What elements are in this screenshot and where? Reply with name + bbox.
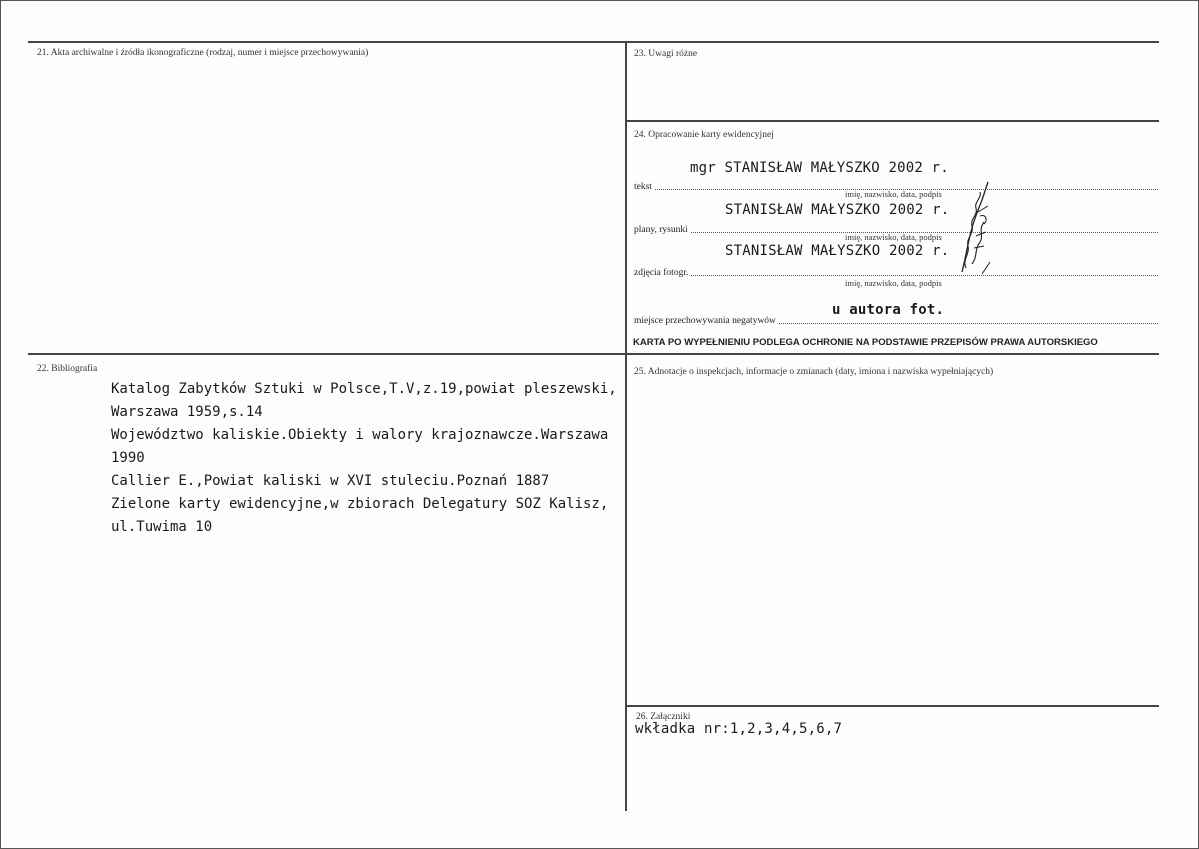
rule-before-26: [626, 705, 1159, 707]
photos-author-value: STANISŁAW MAŁYSZKO 2002 r.: [725, 243, 950, 259]
section-25-label: 25. Adnotacje o inspekcjach, informacje o zmianach (daty, imiona i nazwiska wypełniających): [634, 367, 994, 377]
section-26-label: 26. Załączniki: [636, 712, 691, 722]
photos-sig-hint: imię, nazwisko, data, podpis: [845, 278, 942, 288]
bibliography-line: Katalog Zabytków Sztuki w Polsce,T.V,z.19,powiat pleszewski,: [111, 381, 617, 397]
section-23-label: 23. Uwagi różne: [634, 49, 698, 59]
section-21-label: 21. Akta archiwalne i źródła ikonograficzne (rodzaj, numer i miejsce przechowywania): [37, 48, 369, 58]
text-label: tekst: [634, 182, 652, 192]
top-rule: [28, 41, 1159, 43]
plans-author-value: STANISŁAW MAŁYSZKO 2002 r.: [725, 202, 950, 218]
bibliography-line: Województwo kaliskie.Obiekty i walory krajoznawcze.Warszawa: [111, 427, 609, 443]
copyright-notice: KARTA PO WYPEŁNIENIU PODLEGA OCHRONIE NA PODSTAWIE PRZEPISÓW PRAWA AUTORSKIEGO: [633, 337, 1098, 348]
negatives-row: [634, 312, 1158, 326]
text-sig-hint: imię, nazwisko, data, podpis: [845, 189, 942, 199]
rule-after-23: [626, 120, 1159, 122]
bibliography-line: Zielone karty ewidencyjne,w zbiorach Delegatury SOZ Kalisz,: [111, 496, 609, 512]
section-24-label: 24. Opracowanie karty ewidencyjnej: [634, 130, 774, 140]
bibliography-line: 1990: [111, 450, 145, 466]
photos-dotted-line: [634, 275, 1158, 276]
photos-row: [634, 264, 1158, 278]
bibliography-line: ul.Tuwima 10: [111, 519, 213, 535]
bibliography-list: [111, 378, 617, 539]
text-author-value: mgr STANISŁAW MAŁYSZKO 2002 r.: [690, 160, 949, 176]
center-divider: [625, 41, 627, 811]
negatives-label: miejsce przechowywania negatywów: [634, 316, 776, 326]
plans-label: plany, rysunki: [634, 225, 688, 235]
bibliography-line: Callier E.,Powiat kaliski w XVI stuleciu.Poznań 1887: [111, 473, 550, 489]
negatives-value: u autora fot.: [832, 302, 945, 318]
attachments-value: wkładka nr:1,2,3,4,5,6,7: [635, 721, 843, 737]
section-22-label: 22. Bibliografia: [37, 364, 98, 374]
middle-rule: [28, 353, 1159, 355]
photos-label: zdjęcia fotogr.: [634, 268, 689, 278]
bibliography-line: Warszawa 1959,s.14: [111, 404, 263, 420]
plans-sig-hint: imię, nazwisko, data, podpis: [845, 232, 942, 242]
handwritten-signature: [952, 176, 994, 276]
